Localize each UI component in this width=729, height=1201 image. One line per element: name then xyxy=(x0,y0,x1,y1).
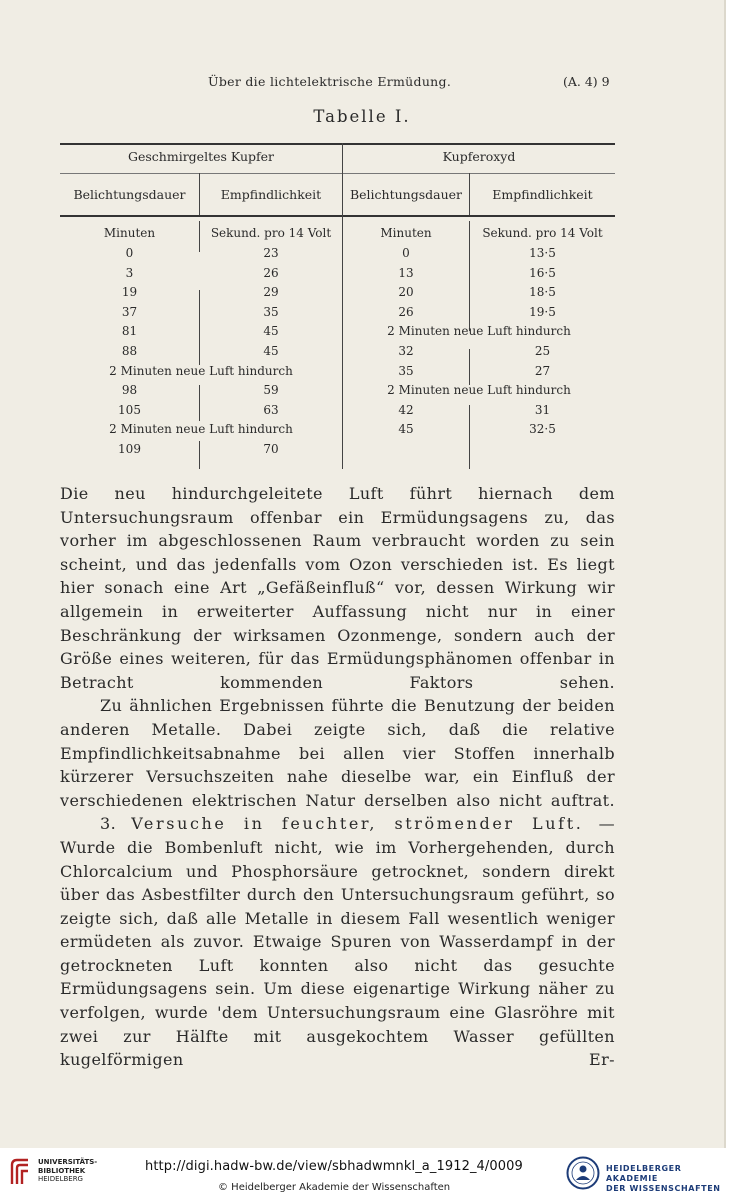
left-table-note-row: 2 Minuten neue Luft hindurch xyxy=(109,422,293,437)
right-sensitivity-cell: 18·5 xyxy=(529,285,556,300)
right-duration-cell: 45 xyxy=(398,422,414,437)
page-reference: (A. 4) 9 xyxy=(563,74,610,89)
left-sensitivity-cell: 63 xyxy=(263,402,279,417)
paragraph-3 xyxy=(60,812,615,1072)
left-duration-cell: 98 xyxy=(121,383,138,398)
left-duration-cell: 109 xyxy=(118,442,141,456)
data-table xyxy=(60,135,615,470)
unit-left-duration: Minuten xyxy=(103,226,156,240)
subheader-left-sensitivity: Empfindlichkeit xyxy=(220,187,322,202)
left-sensitivity-cell: 70 xyxy=(263,442,279,456)
left-sensitivity-cell: 45 xyxy=(263,344,279,358)
left-sensitivity-cell: 29 xyxy=(263,285,279,300)
right-sensitivity-cell: 16·5 xyxy=(529,265,556,280)
right-duration-cell: 35 xyxy=(398,363,414,378)
right-duration-cell: 13 xyxy=(398,265,414,280)
table-title: Tabelle I. xyxy=(313,107,411,126)
paragraph-1: Die neu hindurchgeleitete Luft führt hiernach dem Untersuchungsraum offenbar ein Ermüdungsagens zu, das vorher im abgeschlossenen Raum verbraucht worden zu sein scheint, und das jedenfalls vom Ozon verschieden ist. Es liegt hier sonach eine Art „Gefäßeinfluß“ vor, dessen Wirkung wir allgemein in erweiterter Auffassung nicht nur in einer Beschränkung der wirksamen Ozonmenge, sondern auch der Größe eines weiteren, für das Ermüdungsphänomen offenbar in Betracht kommenden Faktors sehen. xyxy=(60,484,615,692)
table-header-rule xyxy=(60,215,615,217)
copyright-notice: © Heidelberger Akademie der Wissenschaften xyxy=(218,1182,451,1193)
body-text xyxy=(60,482,615,1072)
paragraph-3-text: — Wurde die Bombenluft nicht, wie im Vorhergehenden, durch Chlorcalcium und Phosphorsäure getrocknet, sondern direkt über das Asbestfilter durch den Untersuchungsraum geführt, so zeigte sich, daß alle Metalle in diesem Fall wesentlich weniger ermüdeten als zuvor. Etwaige Spuren von Wasserdampf in der getrockneten Luft konnten also nicht das gesuchte Ermüdungsagens sein. Um diese eigenartige Wirkung näher zu verfolgen, wurde 'dem Untersuchungsraum eine Glasröhre mit zwei zur Hälfte mit ausgekochtem Wasser gefüllten kugelförmigen Er- xyxy=(60,814,615,1070)
group-header-left: Geschmirgeltes Kupfer xyxy=(128,149,274,164)
left-duration-cell: 37 xyxy=(121,304,138,319)
left-duration-cell: 105 xyxy=(118,402,141,417)
right-sensitivity-cell: 19·5 xyxy=(529,304,556,319)
academy-line-1: HEIDELBERGER AKADEMIE xyxy=(606,1164,682,1183)
subheader-right-duration: Belichtungsdauer xyxy=(349,187,463,202)
running-head xyxy=(0,74,724,92)
left-table-note-row: 2 Minuten neue Luft hindurch xyxy=(109,363,293,378)
left-duration-cell: 88 xyxy=(121,344,138,358)
left-duration-cell: 3 xyxy=(125,265,134,280)
table-group-rule xyxy=(60,173,615,174)
university-library-logo-icon xyxy=(8,1157,34,1187)
unit-right-sensitivity: Sekund. pro 14 Volt xyxy=(482,226,603,240)
right-duration-cell: 0 xyxy=(402,246,410,260)
paragraph-2: Zu ähnlichen Ergebnissen führte die Benutzung der beiden anderen Metalle. Dabei zeigte sich, daß die relative Empfindlichkeitsabnahme bei allen vier Stoffen innerhalb kürzerer Versuchszeiten nahe dieselbe war, ein Einfluß der verschiedenen elektrischen Natur derselben also nicht auftrat. xyxy=(60,696,615,810)
right-duration-cell: 20 xyxy=(398,285,414,300)
right-sensitivity-cell: 13·5 xyxy=(529,246,556,260)
subheader-right-sensitivity: Empfindlichkeit xyxy=(492,187,593,202)
left-sensitivity-cell: 45 xyxy=(263,324,279,339)
left-duration-cell: 0 xyxy=(125,246,134,260)
university-library-name xyxy=(38,1158,97,1184)
left-duration-cell: 19 xyxy=(121,285,138,300)
academy-line-2: DER WISSENSCHAFTEN xyxy=(606,1184,721,1193)
library-line-2: BIBLIOTHEK xyxy=(38,1166,86,1175)
footer-bar xyxy=(0,1150,729,1201)
right-sensitivity-cell: 27 xyxy=(534,363,551,378)
permalink-url[interactable]: http://digi.hadw-bw.de/view/sbhadwmnkl_a_1912_4/0009 xyxy=(145,1159,523,1174)
group-header-right: Kupferoxyd xyxy=(442,149,516,164)
right-duration-cell: 42 xyxy=(398,402,414,417)
academy-name xyxy=(606,1164,729,1194)
right-sensitivity-cell: 32·5 xyxy=(529,422,556,437)
right-sensitivity-cell: 31 xyxy=(534,402,551,417)
left-sensitivity-cell: 35 xyxy=(263,304,279,319)
left-sensitivity-cell: 23 xyxy=(263,246,279,260)
library-line-3: HEIDELBERG xyxy=(38,1175,83,1183)
right-table-note-row: 2 Minuten neue Luft hindurch xyxy=(387,383,571,398)
right-sensitivity-cell: 25 xyxy=(534,344,551,358)
unit-left-sensitivity: Sekund. pro 14 Volt xyxy=(210,226,332,240)
left-sensitivity-cell: 59 xyxy=(263,383,279,398)
library-line-1: UNIVERSITÄTS- xyxy=(38,1158,98,1166)
unit-right-duration: Minuten xyxy=(380,226,432,240)
left-duration-cell: 81 xyxy=(121,324,138,339)
left-sensitivity-cell: 26 xyxy=(263,265,279,280)
running-title: Über die lichtelektrische Ermüdung. xyxy=(208,74,452,89)
right-duration-cell: 26 xyxy=(398,304,414,319)
subheader-left-duration: Belichtungsdauer xyxy=(73,187,186,202)
table-top-rule xyxy=(60,143,615,145)
section-heading: Versuche in feuchter, strömender Luft. xyxy=(131,814,584,834)
right-duration-cell: 32 xyxy=(398,344,414,358)
right-table-note-row: 2 Minuten neue Luft hindurch xyxy=(387,324,571,339)
academy-seal-icon xyxy=(566,1156,600,1190)
section-number: 3. xyxy=(100,814,117,834)
